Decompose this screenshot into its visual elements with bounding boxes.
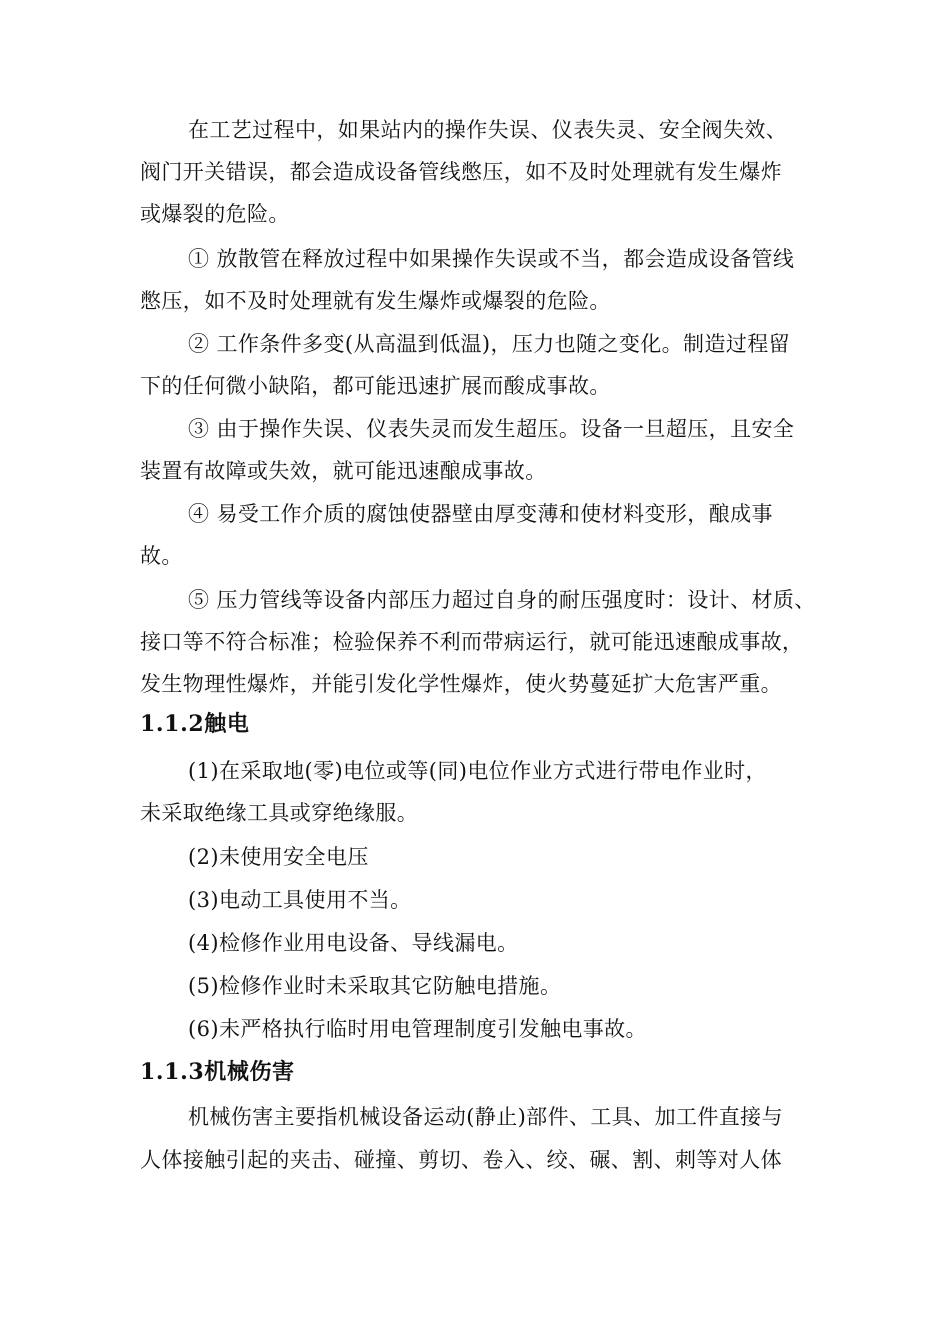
electric-item-6-line-1: (6)未严格执行临时用电管理制度引发触电事故。 (188, 1017, 647, 1041)
electric-item-2-line-1: (2)未使用安全电压 (188, 845, 369, 869)
item-5-line-3: 发生物理性爆炸，并能引发化学性爆炸，使火势蔓延扩大危害严重。 (140, 672, 782, 696)
item-4-line-1: ④ 易受工作介质的腐蚀使器壁由厚变薄和使材料变形，酿成事 (188, 502, 773, 526)
item-5-line-1: ⑤ 压力管线等设备内部压力超过自身的耐压强度时：设计、材质、 (188, 588, 816, 612)
item-1-line-1: ① 放散管在释放过程中如果操作失误或不当，都会造成设备管线 (188, 247, 795, 271)
intro-line-1: 在工艺过程中，如果站内的操作失误、仪表失灵、安全阀失效、 (188, 118, 788, 142)
item-5-line-2: 接口等不符合标准；检验保养不利而带病运行，就可能迅速酿成事故， (140, 630, 804, 654)
electric-item-3-line-1: (3)电动工具使用不当。 (188, 888, 412, 912)
electric-item-1-line-2: 未采取绝缘工具或穿绝缘服。 (140, 801, 419, 825)
item-4-line-2: 故。 (140, 544, 183, 568)
item-1-line-2: 憋压，如不及时处理就有发生爆炸或爆裂的危险。 (140, 289, 611, 313)
electric-item-1-line-1: (1)在采取地(零)电位或等(同)电位作业方式进行带电作业时， (188, 759, 767, 783)
mechanical-line-2: 人体接触引起的夹击、碰撞、剪切、卷入、绞、碾、割、刺等对人体 (140, 1148, 782, 1172)
intro-line-3: 或爆裂的危险。 (140, 202, 290, 226)
item-3-line-2: 装置有故障或失效，就可能迅速酿成事故。 (140, 459, 547, 483)
item-2-line-1: ② 工作条件多变(从高温到低温)，压力也随之变化。制造过程留 (188, 332, 791, 356)
section-heading-mechanical-injury: 1.1.3机械伤害 (140, 1059, 295, 1085)
section-heading-electric-shock: 1.1.2触电 (140, 711, 250, 737)
mechanical-line-1: 机械伤害主要指机械设备运动(静止)部件、工具、加工件直接与 (188, 1105, 783, 1129)
electric-item-4-line-1: (4)检修作业用电设备、导线漏电。 (188, 931, 519, 955)
electric-item-5-line-1: (5)检修作业时未采取其它防触电措施。 (188, 974, 562, 998)
item-2-line-2: 下的任何微小缺陷，都可能迅速扩展而酸成事故。 (140, 374, 611, 398)
intro-line-2: 阀门开关错误，都会造成设备管线憋压，如不及时处理就有发生爆炸 (140, 160, 782, 184)
item-3-line-1: ③ 由于操作失误、仪表失灵而发生超压。设备一旦超压，且安全 (188, 417, 795, 441)
